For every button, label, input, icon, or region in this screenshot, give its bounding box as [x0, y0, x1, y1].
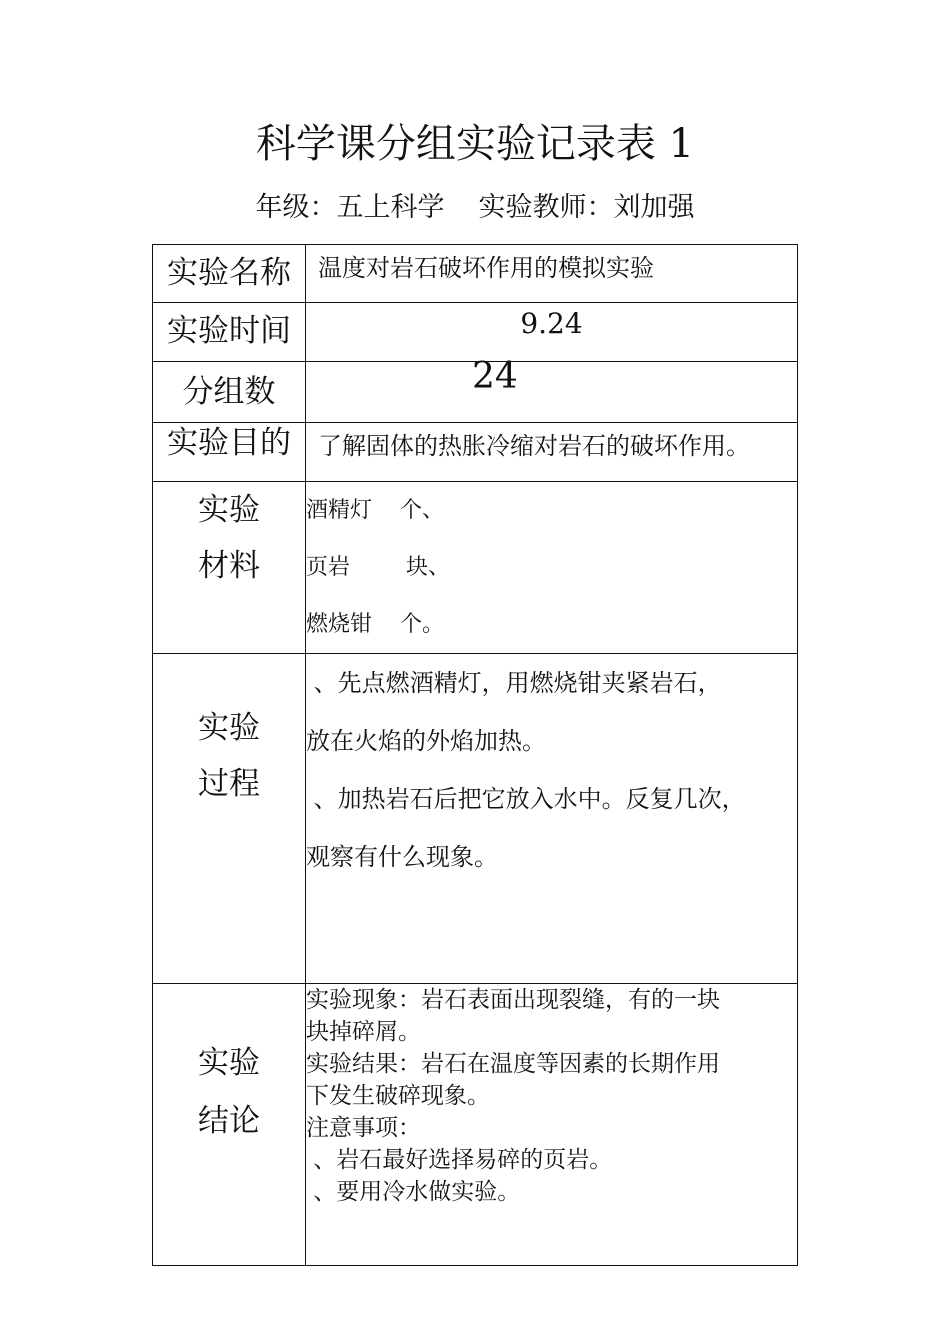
page-title: 科学课分组实验记录表 1	[255, 121, 695, 167]
list-item: 观察有什么现象。	[306, 843, 498, 871]
list-item: 放在火焰的外焰加热。	[306, 727, 546, 755]
list-item: 实验结果：岩石在温度等因素的长期作用	[306, 1051, 720, 1077]
list-item: 、岩石最好选择易碎的页岩。	[306, 1147, 613, 1173]
subtitle	[0, 188, 950, 228]
table-row	[153, 482, 798, 654]
table-row	[153, 245, 798, 303]
groups-value: 24	[306, 362, 798, 423]
table-row	[153, 654, 798, 984]
process-steps	[306, 654, 798, 984]
name-label: 实验名称	[153, 245, 306, 303]
table-row	[153, 303, 798, 362]
list-item: 实验现象：岩石表面出现裂缝，有的一块	[306, 987, 720, 1013]
conclusion-text	[306, 984, 798, 1266]
experiment-record-table	[152, 244, 798, 1266]
grade-info: 年级：五上科学	[255, 192, 445, 223]
table-row	[153, 423, 798, 482]
list-item: 、加热岩石后把它放入水中。反复几次，	[306, 785, 746, 813]
table-row	[153, 984, 798, 1266]
teacher-info: 实验教师：刘加强	[478, 192, 695, 223]
time-value: 9.24	[306, 303, 798, 362]
list-item: 注意事项：	[306, 1115, 421, 1141]
time-label: 实验时间	[153, 303, 306, 362]
list-item: 、要用冷水做实验。	[306, 1179, 521, 1205]
list-item: 酒精灯 个、	[306, 498, 444, 523]
list-item: 块掉碎屑。	[306, 1019, 421, 1045]
process-label: 实验 过程	[153, 654, 306, 984]
purpose-label: 实验目的	[153, 423, 306, 482]
name-value: 温度对岩石破坏作用的模拟实验	[306, 245, 798, 303]
materials-label: 实验 材料	[153, 482, 306, 654]
materials-list	[306, 482, 798, 654]
list-item: 燃烧钳 个。	[306, 612, 444, 637]
list-item: 、先点燃酒精灯，用燃烧钳夹紧岩石，	[306, 669, 722, 697]
list-item: 下发生破碎现象。	[306, 1083, 490, 1109]
list-item: 页岩 块、	[306, 555, 450, 580]
purpose-value: 了解固体的热胀冷缩对岩石的破坏作用。	[306, 423, 798, 482]
groups-label: 分组数	[153, 362, 306, 423]
conclusion-label: 实验 结论	[153, 984, 306, 1266]
table-row	[153, 362, 798, 423]
